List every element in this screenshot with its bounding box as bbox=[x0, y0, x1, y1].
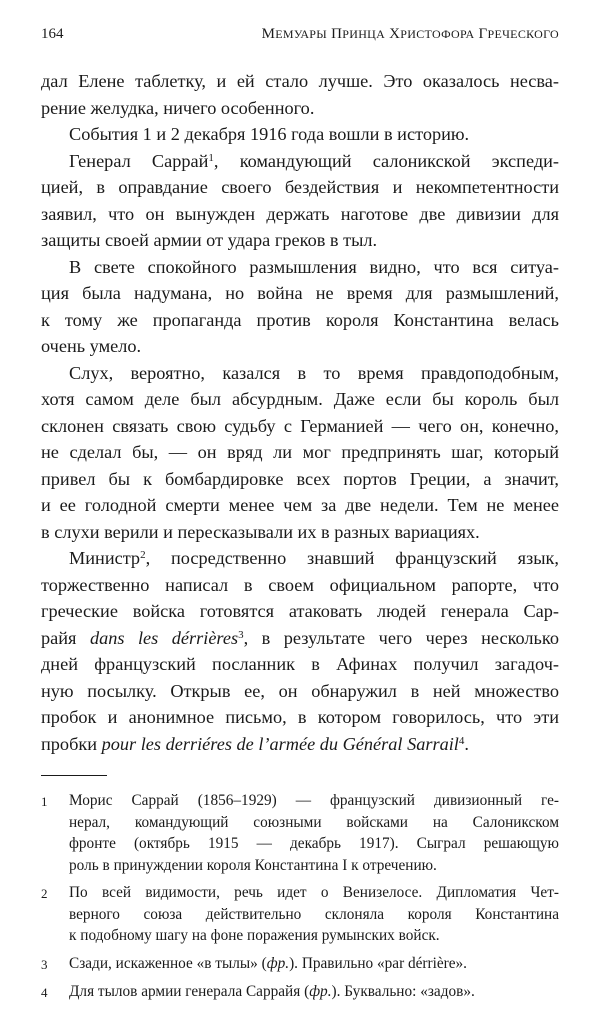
text-line: склонен связать свою судьбу с Германией — чего он, конечно, bbox=[41, 415, 559, 436]
paragraph-3 bbox=[41, 148, 559, 254]
text-line: ную посылку. Открыв ее, он обнаружил в ней множество bbox=[41, 680, 559, 701]
text-line: нерал, командующий союзными войсками на Салоникском bbox=[69, 813, 559, 831]
text-line bbox=[41, 148, 559, 175]
footnote-2 bbox=[41, 882, 559, 947]
page-number: 164 bbox=[41, 26, 64, 42]
text-line: привел бы к бомбардировке всех портов Греции, а значит, bbox=[41, 468, 559, 489]
text-line: Морис Саррай (1856–1929) — французский дивизионный ге- bbox=[69, 792, 559, 809]
text-line: цией, в оправдание своего бездействия и некомпетентности bbox=[41, 177, 559, 197]
text-line: фронте (октябрь 1915 — декабрь 1917). Сыграл решающую bbox=[69, 835, 559, 852]
text-fragment: райя bbox=[41, 627, 90, 648]
text-line: защиты своей армии от удара греков в тыл. bbox=[41, 230, 378, 250]
footnote-ref-1[interactable]: 1 bbox=[208, 151, 214, 164]
paragraph-1 bbox=[41, 68, 559, 121]
text-line bbox=[41, 625, 559, 652]
text-line: заявил, что он вынужден держать наготове две дивизии для bbox=[41, 203, 559, 224]
text-fragment: Сзади, искаженное «в тылы» ( bbox=[69, 954, 267, 972]
main-text bbox=[41, 68, 559, 757]
text-line: роль в принуждении короля Константина I к отречению. bbox=[69, 856, 437, 874]
text-line: к тому же пропаганда против короля Константина велась bbox=[41, 309, 559, 330]
footnote-3 bbox=[41, 953, 559, 976]
running-title: МЕМУАРЫ ПРИНЦА ХРИСТОФОРА ГРЕЧЕСКОГО bbox=[261, 26, 559, 42]
text-line: в слухи верили и пересказывали их в разных вариациях. bbox=[41, 521, 480, 542]
text-line: пробок и анонимное письмо, в котором говорилось, что эти bbox=[41, 707, 559, 727]
text-fragment: , командующий салоникской экспеди- bbox=[213, 150, 559, 171]
text-fragment: , в результате чего через несколько bbox=[243, 627, 559, 648]
text-line bbox=[41, 731, 559, 758]
text-line: очень умело. bbox=[41, 336, 142, 356]
text-line: хотя самом деле был абсурдным. Даже если бы король был bbox=[41, 389, 559, 409]
footnote-ref-3[interactable]: 3 bbox=[238, 628, 244, 641]
footnotes bbox=[41, 790, 559, 1004]
text-line: По всей видимости, речь идет о Венизелосе. Дипломатия Чет- bbox=[69, 884, 559, 901]
text-fragment: , посредственно знавший французский язык, bbox=[145, 548, 559, 568]
text-line: греческие войска готовятся атаковать людей генерала Сар- bbox=[41, 601, 559, 621]
footnote-1 bbox=[41, 790, 559, 876]
text-fragment: пробки bbox=[41, 733, 102, 754]
footnote-ref-2[interactable]: 2 bbox=[140, 549, 146, 561]
footnote-4 bbox=[41, 981, 559, 1004]
italic-abbrev: фр. bbox=[309, 983, 332, 1000]
footnote-number: 3 bbox=[41, 956, 48, 972]
text-line: верного союза действительно склоняла короля Константина bbox=[69, 905, 559, 923]
text-line: к подобному шагу на фоне поражения румынских войск. bbox=[69, 927, 440, 944]
text-line: торжественно написал в своем официальном рапорте, что bbox=[41, 574, 559, 595]
text-line: Слух, вероятно, казался в то время правдоподобным, bbox=[69, 362, 559, 383]
paragraph-6 bbox=[41, 545, 559, 757]
paragraph-5 bbox=[41, 360, 559, 546]
paragraph-2 bbox=[41, 121, 559, 148]
text-line bbox=[69, 981, 559, 1003]
footnote-ref-4[interactable]: 4 bbox=[458, 734, 465, 747]
paragraph-4 bbox=[41, 254, 559, 360]
footnote-text bbox=[69, 790, 559, 876]
footnote-text bbox=[69, 882, 559, 947]
footnote-number: 2 bbox=[41, 886, 48, 901]
text-line: В свете спокойного размышления видно, что вся ситуа- bbox=[69, 256, 559, 277]
text-line: ция была надумана, но война не время для размышлений, bbox=[41, 283, 559, 303]
text-fragment: ). Буквально: «задов». bbox=[331, 983, 475, 1000]
footnote-divider bbox=[41, 775, 107, 776]
text-line: не сделал бы, — он вряд ли мог предпринять шаг, который bbox=[41, 442, 559, 462]
italic-phrase: pour les derriéres de l’armée du Général Sarrail bbox=[101, 733, 459, 754]
text-fragment: . bbox=[464, 733, 469, 754]
text-line: и ее голодной смерти менее чем за две недели. Тем не менее bbox=[41, 495, 559, 515]
text-fragment: Министр bbox=[69, 548, 141, 568]
text-fragment: Генерал Саррай bbox=[69, 150, 209, 171]
page-header bbox=[41, 26, 559, 48]
text-fragment: Для тылов армии генерала Саррайя ( bbox=[69, 983, 310, 1000]
text-line: рение желудка, ничего особенного. bbox=[41, 97, 315, 118]
text-line: дней французский посланник в Афинах получил загадоч- bbox=[41, 654, 559, 674]
text-line bbox=[69, 953, 559, 975]
footnote-number: 4 bbox=[41, 985, 48, 1000]
footnote-number: 1 bbox=[41, 794, 48, 809]
footnote-text bbox=[69, 953, 559, 976]
italic-phrase: dans les dérrières bbox=[89, 627, 239, 648]
book-page bbox=[41, 26, 559, 1010]
text-line: дал Елене таблетку, и ей стало лучше. Это оказалось несва- bbox=[41, 71, 559, 91]
footnote-text bbox=[69, 981, 559, 1004]
italic-abbrev: фр. bbox=[266, 954, 290, 972]
text-line bbox=[41, 545, 559, 572]
text-fragment: ). Правильно «par dérrière». bbox=[289, 954, 468, 972]
text-line: События 1 и 2 декабря 1916 года вошли в историю. bbox=[69, 124, 470, 144]
